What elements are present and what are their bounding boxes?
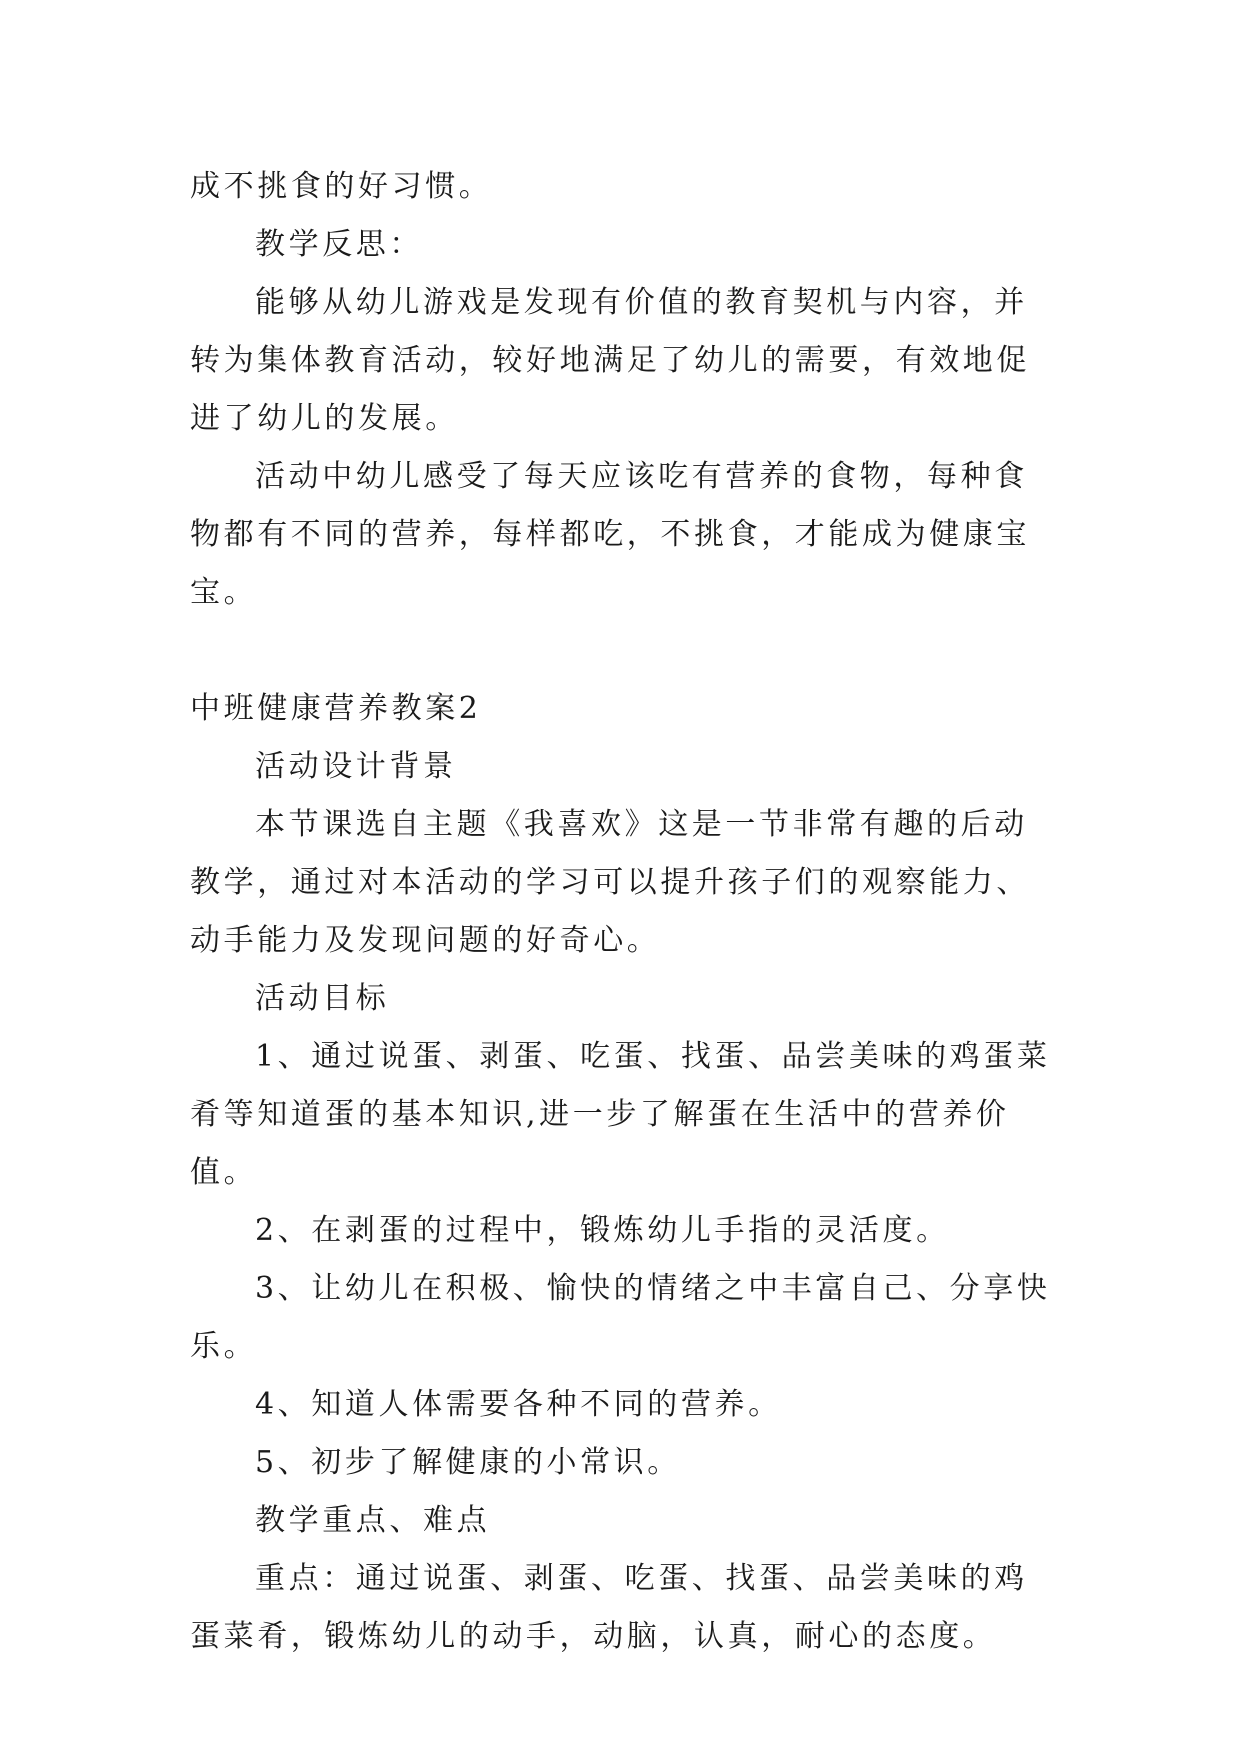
goal-item-4: 4、知道人体需要各种不同的营养。 — [255, 1387, 782, 1422]
goal-item-1: 1、通过说蛋、剥蛋、吃蛋、找蛋、品尝美味的鸡蛋菜肴等知道蛋的基本知识,进一步了解蛋在生活中的营养价值。 — [190, 1039, 1051, 1190]
subheading-activity-goals: 活动目标 — [255, 981, 390, 1016]
goal-item-3: 3、让幼儿在积极、愉快的情绪之中丰富自己、分享快乐。 — [190, 1271, 1051, 1364]
section-title: 中班健康营养教案2 — [190, 691, 482, 726]
goal-item-2: 2、在剥蛋的过程中，锻炼幼儿手指的灵活度。 — [255, 1213, 950, 1248]
document-body — [190, 158, 1060, 1666]
goal-item-5: 5、初步了解健康的小常识。 — [255, 1445, 681, 1480]
paragraph-key-points: 重点：通过说蛋、剥蛋、吃蛋、找蛋、品尝美味的鸡蛋菜肴，锻炼幼儿的动手，动脑，认真，耐心的态度。 — [190, 1561, 1028, 1654]
paragraph-background: 本节课选自主题《我喜欢》这是一节非常有趣的后动教学，通过对本活动的学习可以提升孩子们的观察能力、动手能力及发现问题的好奇心。 — [190, 807, 1030, 958]
paragraph-reflection-1: 能够从幼儿游戏是发现有价值的教育契机与内容，并转为集体教育活动，较好地满足了幼儿的需要，有效地促进了幼儿的发展。 — [190, 285, 1030, 436]
subheading-teaching-reflection: 教学反思： — [255, 227, 423, 262]
paragraph-reflection-2: 活动中幼儿感受了每天应该吃有营养的食物，每种食物都有不同的营养，每样都吃，不挑食，才能成为健康宝宝。 — [190, 459, 1030, 610]
subheading-design-background: 活动设计背景 — [255, 749, 457, 784]
subheading-key-points: 教学重点、难点 — [255, 1503, 491, 1538]
paragraph-continuation: 成不挑食的好习惯。 — [190, 169, 493, 204]
